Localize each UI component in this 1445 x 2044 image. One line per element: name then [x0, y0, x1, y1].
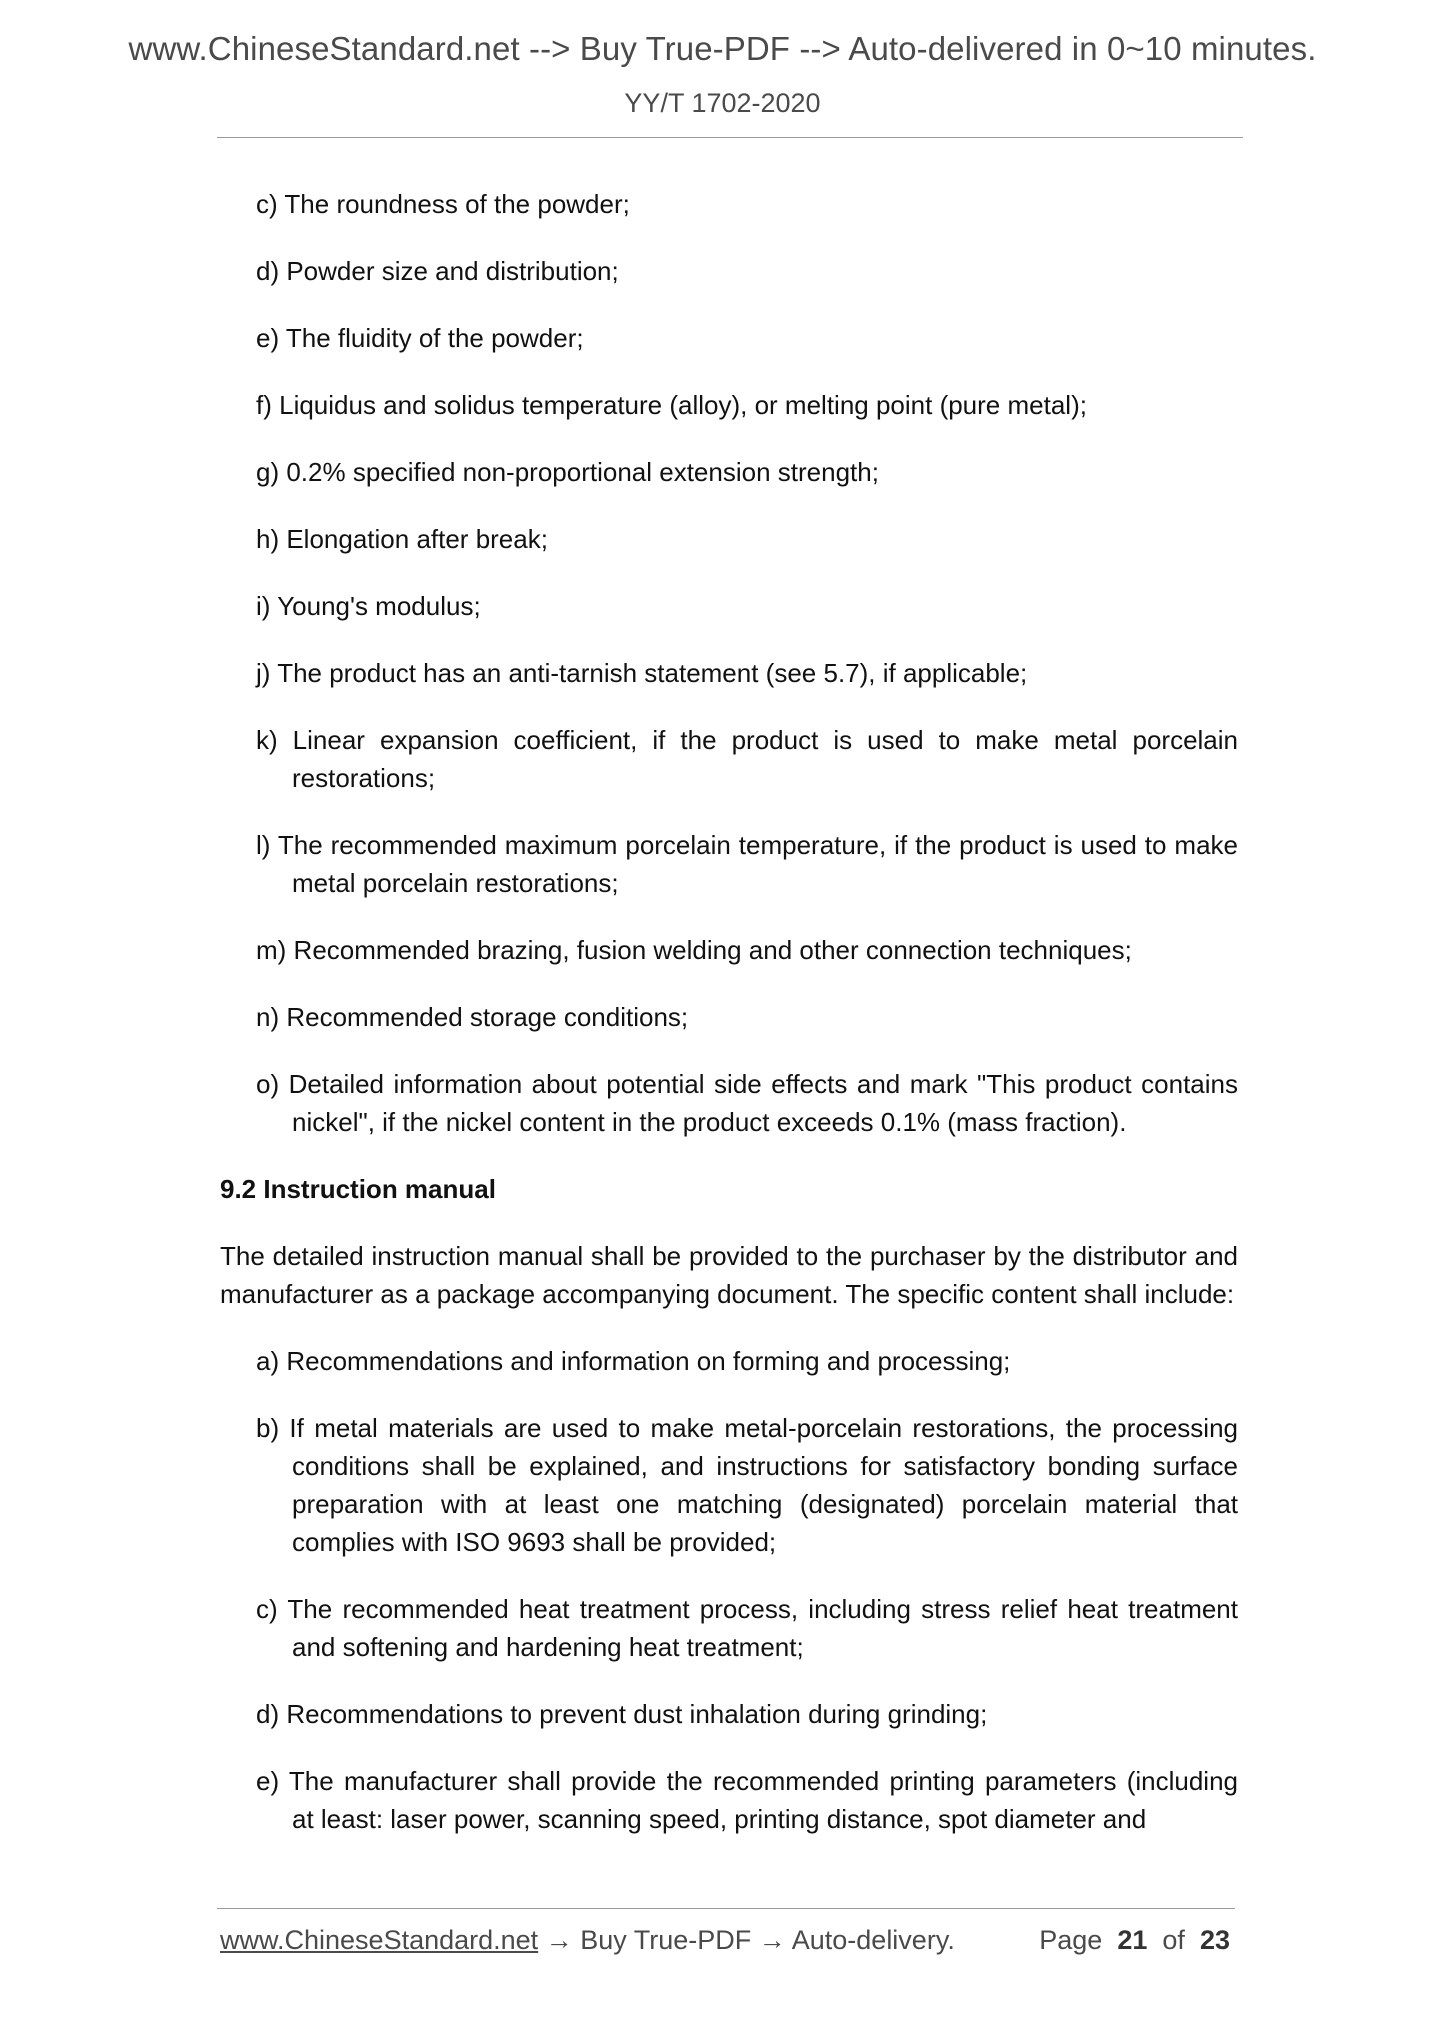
list-item: d) Recommendations to prevent dust inhalation during grinding; — [256, 1699, 988, 1729]
footer-left — [220, 1925, 955, 1956]
header-divider — [217, 137, 1243, 138]
document-code: YY/T 1702-2020 — [624, 88, 821, 118]
page-total: 23 — [1199, 1925, 1230, 1955]
list-item: a) Recommendations and information on forming and processing; — [256, 1346, 1011, 1376]
list-item: o) Detailed information about potential side effects and mark "This product contains nickel", if the nickel content in the product exceeds 0.1% (mass fraction). — [256, 1069, 1238, 1137]
list-item: j) The product has an anti-tarnish statement (see 5.7), if applicable; — [256, 658, 1028, 688]
page-label: Page — [1039, 1925, 1103, 1955]
list-item: c) The recommended heat treatment process, including stress relief heat treatment and softening and hardening heat treatment; — [256, 1594, 1238, 1662]
list-item: k) Linear expansion coefficient, if the product is used to make metal porcelain restorations; — [256, 725, 1238, 793]
footer-site-link[interactable]: www.ChineseStandard.net — [220, 1925, 539, 1955]
page-indicator — [1039, 1925, 1230, 1956]
of-label: of — [1162, 1925, 1185, 1955]
list-item: b) If metal materials are used to make metal-porcelain restorations, the processing conditions shall be explained, and instructions for satisfactory bonding surface preparation with at least one matching (designated) porcelain material that complies with ISO 9693 shall be provided; — [256, 1413, 1238, 1557]
list-item: c) The roundness of the powder; — [256, 189, 630, 219]
list-item: d) Powder size and distribution; — [256, 256, 619, 286]
list-item: i) Young's modulus; — [256, 591, 481, 621]
section-intro: The detailed instruction manual shall be provided to the purchaser by the distributor and manufacturer as a package accompanying document. The specific content shall include: — [220, 1241, 1238, 1309]
list-item: g) 0.2% specified non-proportional extension strength; — [256, 457, 879, 487]
list-item: m) Recommended brazing, fusion welding and other connection techniques; — [256, 935, 1132, 965]
list-item: h) Elongation after break; — [256, 524, 548, 554]
footer-divider — [217, 1908, 1235, 1909]
page-number: 21 — [1117, 1925, 1148, 1955]
list-item: e) The manufacturer shall provide the recommended printing parameters (including at least: laser power, scanning speed, printing distance, spot diameter and — [256, 1766, 1238, 1834]
list-item: f) Liquidus and solidus temperature (alloy), or melting point (pure metal); — [256, 390, 1087, 420]
list-item: e) The fluidity of the powder; — [256, 323, 584, 353]
page-body — [220, 185, 1238, 1867]
list-item: n) Recommended storage conditions; — [256, 1002, 689, 1032]
site-banner[interactable]: www.ChineseStandard.net --> Buy True-PDF --> Auto-delivered in 0~10 minutes. — [128, 30, 1317, 67]
footer-tagline: → Buy True-PDF → Auto-delivery. — [538, 1925, 955, 1955]
section-heading: 9.2 Instruction manual — [220, 1174, 496, 1204]
page-footer — [220, 1925, 1230, 1965]
list-item: l) The recommended maximum porcelain temperature, if the product is used to make metal porcelain restorations; — [256, 830, 1238, 898]
